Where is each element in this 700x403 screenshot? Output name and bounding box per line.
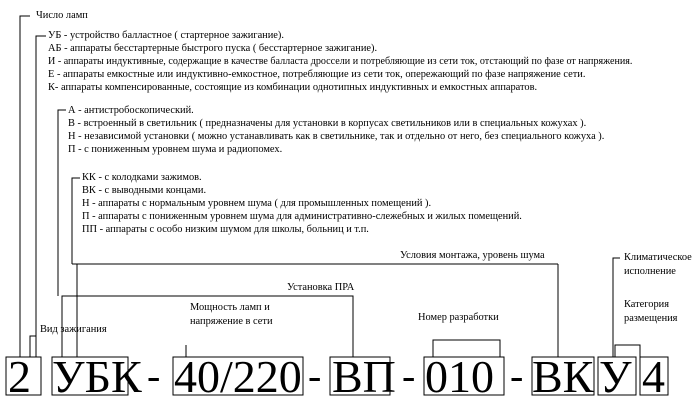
ignition-item: И - аппараты индуктивные, содержащие в качестве балласта дроссели и потребляющие из сети ток, отстающий по фазе от напряжения. (48, 56, 633, 67)
code-category: 4 (642, 351, 665, 402)
mounting-item: П - аппараты с пониженным уровнем шума для административно-слежебных и жилых помещений. (82, 211, 522, 222)
climatic-label-1: Климатическое (624, 252, 692, 263)
ignition-item: Е - аппараты емкостные или индуктивно-емкостное, потребляющие из сети ток, опережающий по фазе напряжение сети. (48, 69, 586, 80)
lamp-count-label: Число ламп (36, 10, 88, 21)
code-type: УБК (52, 351, 142, 402)
code-separator: - (510, 353, 524, 398)
power-voltage-label-1: Мощность ламп и (190, 302, 270, 313)
ignition-list-connector (36, 36, 46, 357)
ignition-item: К- аппараты компенсированные, состоящие из комбинации однотипных индуктивных и емкостных аппаратов. (48, 82, 538, 93)
mounting-item: ВК - с выводными концами. (82, 185, 207, 196)
mounting-left-stub (77, 264, 78, 357)
mounting-item: Н - аппараты с нормальным уровнем шума ( для промышленных помещений ). (82, 198, 432, 209)
ignition-item: АБ - аппараты бесстартерные быстрого пуска ( бесстартерное зажигание). (48, 43, 378, 54)
code-separator: - (402, 353, 416, 398)
mounting-noise-label: Условия монтажа, уровень шума (400, 250, 545, 261)
mounting-item: ПП - аппараты с особо низким шумом для школы, больниц и т.п. (82, 224, 369, 235)
power-voltage-label-2: напряжение в сети (190, 316, 273, 327)
installation-item: П - с пониженным уровнем шума и радиопомех. (68, 144, 283, 155)
mounting-item: КК - с колодками зажимов. (82, 172, 202, 183)
development-number-label: Номер разработки (418, 312, 499, 323)
lamp-count-connector (20, 16, 30, 357)
ignition-item: УБ - устройство балластное ( стартерное зажигание). (48, 30, 284, 41)
installation-item: В - встроенный в светильник ( предназначены для установки в корпусах светильников или в специальных кожухах ). (68, 118, 587, 129)
climatic-label-2: исполнение (624, 266, 676, 277)
code-number: 010 (425, 351, 494, 402)
installation-item: А - антистробоскопический. (68, 105, 194, 116)
installation-item: Н - независимой установки ( можно устанавливать как в светильнике, так и отдельно от него, без специального кожуха ). (68, 131, 605, 142)
category-label-1: Категория (624, 299, 670, 310)
installation-list-connector (58, 110, 66, 296)
code-separator: - (147, 353, 161, 398)
climatic-connector (613, 258, 620, 357)
code-separator: - (308, 353, 322, 398)
code-power: 40/220 (174, 351, 302, 402)
installation-label: Установка ПРА (287, 282, 355, 293)
code-climate: У (599, 351, 632, 402)
code-mount: ВК (532, 351, 594, 402)
code-install: ВП (332, 351, 396, 402)
code-count: 2 (8, 351, 31, 402)
mounting-list-connector (72, 178, 80, 264)
ignition-type-label: Вид зажигания (40, 324, 107, 335)
category-label-2: размещения (624, 313, 678, 324)
